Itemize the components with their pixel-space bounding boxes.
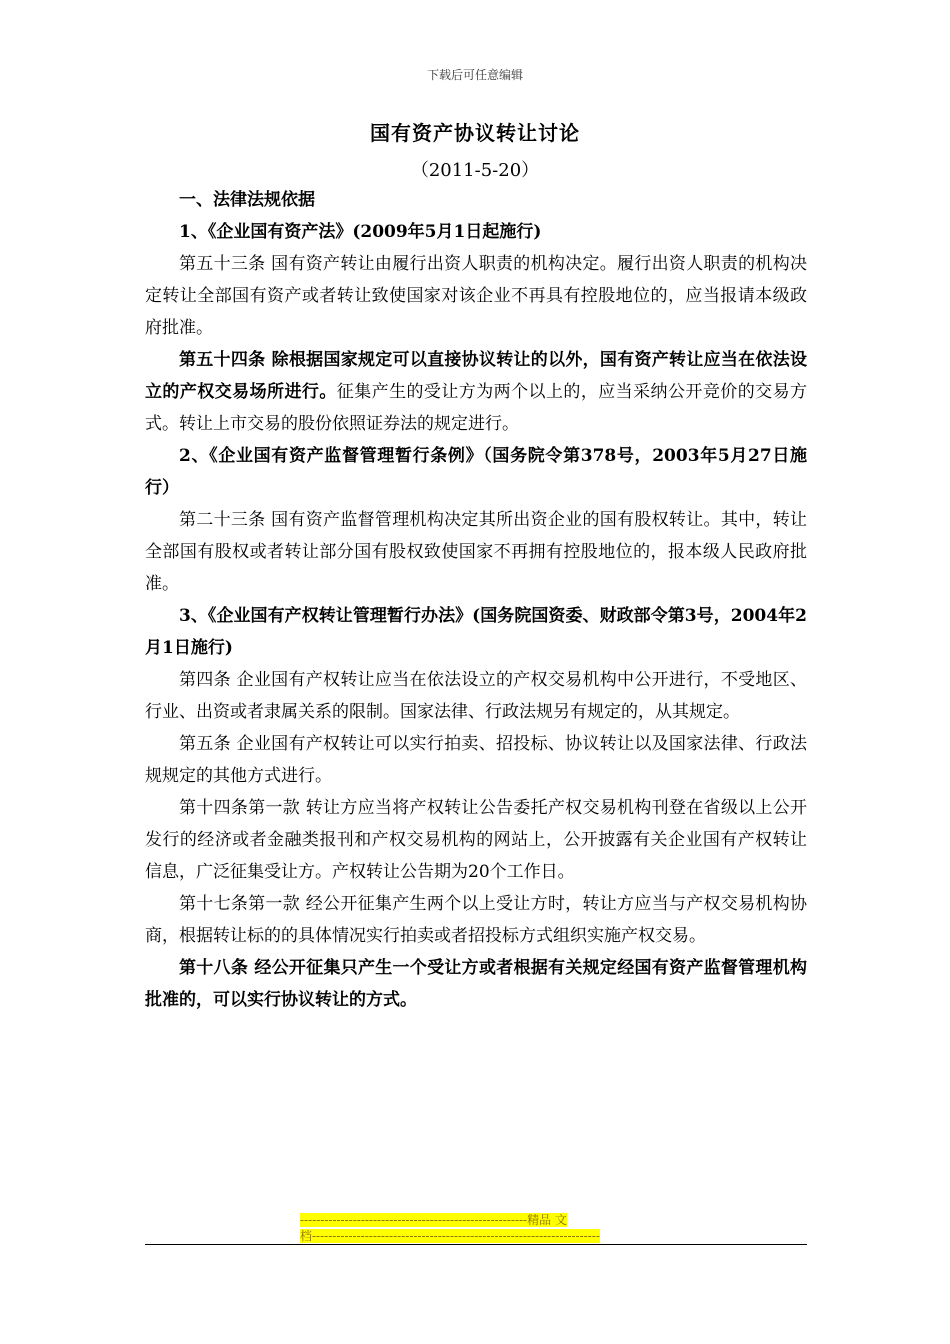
law-heading-state-assets-law: 1、《企业国有资产法》(2009年5月1日起施行) [179, 222, 542, 242]
article-54-rest-text: 征集产生的受让方为两个以上的，应当采纳公开竞价的交易方式。转让上市交易的股份依照证券法的规定进行。 [145, 382, 808, 434]
footer-divider [145, 1244, 807, 1245]
header-note: 下载后可任意编辑 [426, 68, 523, 82]
article-54-bold-text: 第五十四条 除根据国家规定可以直接协议转让的以外，国有资产转让应当在依法设立的产权交易场所进行。 [145, 350, 807, 402]
article-17: 第十七条第一款 经公开征集产生两个以上受让方时，转让方应当与产权交易机构协商，根据转让标的的具体情况实行拍卖或者招投标方式组织实施产权交易。 [145, 894, 807, 946]
footer-watermark-line-1: --------------------------------------------------------精品 文 [300, 1213, 567, 1227]
section-heading-legal-basis: 一、法律法规依据 [179, 190, 315, 210]
law-heading-supervision-regulation: 2、《企业国有资产监督管理暂行条例》（国务院令第378号，2003年5月27日施行） [145, 446, 807, 498]
document-body [145, 184, 807, 1016]
article-18: 第十八条 经公开征集只产生一个受让方或者根据有关规定经国有资产监督管理机构批准的，可以实行协议转让的方式。 [145, 958, 807, 1010]
article-54 [145, 344, 807, 440]
document-title: 国有资产协议转让讨论 [370, 121, 580, 145]
law-heading-transfer-measures: 3、《企业国有产权转让管理暂行办法》(国务院国资委、财政部令第3号，2004年2月1日施行) [145, 606, 807, 658]
article-4: 第四条 企业国有产权转让应当在依法设立的产权交易机构中公开进行，不受地区、行业、出资或者隶属关系的限制。国家法律、行政法规另有规定的，从其规定。 [145, 670, 807, 722]
article-14: 第十四条第一款 转让方应当将产权转让公告委托产权交易机构刊登在省级以上公开发行的经济或者金融类报刊和产权交易机构的网站上，公开披露有关企业国有产权转让信息，广泛征集受让方。产权转让公告期为20个工作日。 [145, 798, 807, 882]
document-date: （2011-5-20） [410, 160, 540, 181]
article-53: 第五十三条 国有资产转让由履行出资人职责的机构决定。履行出资人职责的机构决定转让全部国有资产或者转让致使国家对该企业不再具有控股地位的，应当报请本级政府批准。 [145, 254, 807, 338]
article-23: 第二十三条 国有资产监督管理机构决定其所出资企业的国有股权转让。其中，转让全部国有股权或者转让部分国有股权致使国家不再拥有控股地位的，报本级人民政府批准。 [145, 510, 807, 594]
article-5: 第五条 企业国有产权转让可以实行拍卖、招投标、协议转让以及国家法律、行政法规规定的其他方式进行。 [145, 734, 807, 786]
footer-watermark-line-2: 档----------------------------------------------------------------------- [300, 1229, 600, 1243]
footer-watermark [300, 1212, 650, 1244]
